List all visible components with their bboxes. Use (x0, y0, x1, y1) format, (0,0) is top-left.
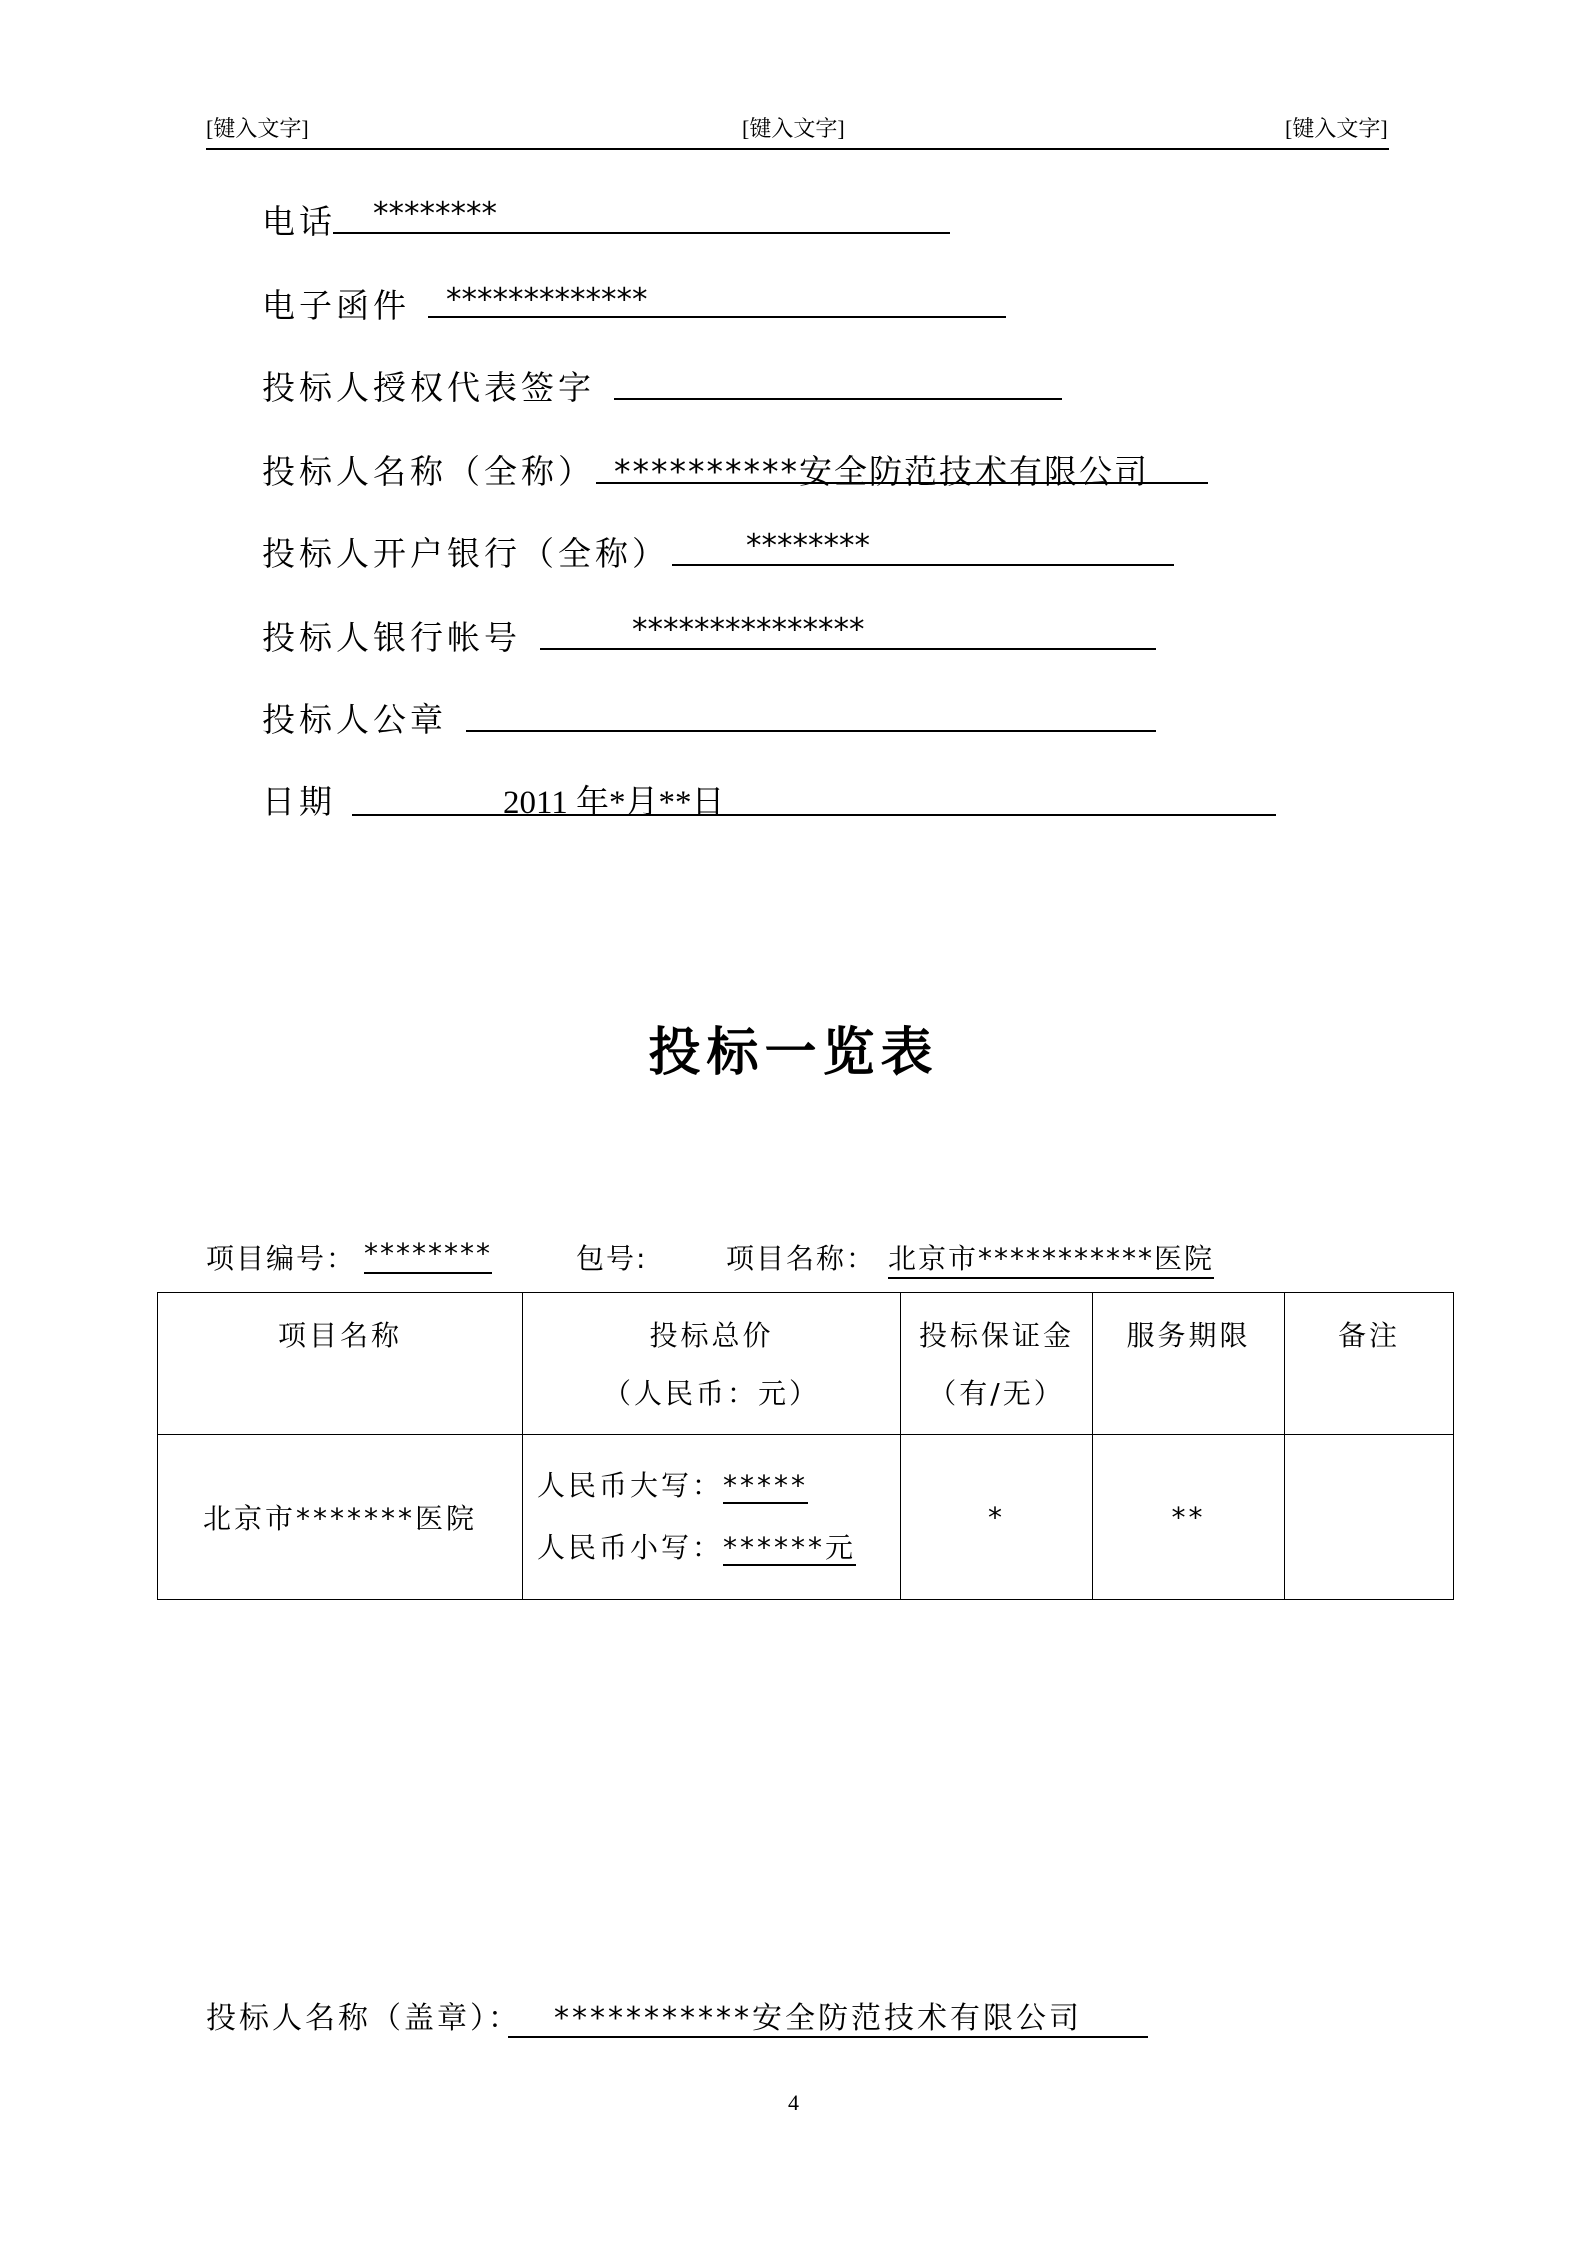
signature-label: 投标人授权代表签字 (262, 368, 595, 407)
page-title: 投标一览表 (648, 1022, 939, 1083)
footer-bidder-label: 投标人名称（盖章）： (206, 2001, 521, 2036)
header-deposit (901, 1293, 1093, 1435)
header-service-period-text: 服务期限 (1126, 1319, 1251, 1352)
email-value: ************* (446, 282, 648, 318)
header-total-price-line1: 投标总价 (649, 1319, 774, 1352)
footer-bidder-value: ***********安全防范技术有限公司 (554, 2001, 1082, 2036)
header-remarks-text: 备注 (1337, 1319, 1400, 1352)
cell-project-name: 北京市*******医院 (158, 1435, 523, 1600)
project-number-label: 项目编号： (206, 1242, 357, 1275)
bank-line (672, 564, 1174, 566)
account-label: 投标人银行帐号 (262, 618, 521, 657)
project-name-value (888, 1237, 1214, 1277)
header-left: [键入文字] (206, 116, 309, 141)
header-project-name-text: 项目名称 (277, 1319, 402, 1352)
email-label: 电子函件 (262, 286, 410, 325)
amount-upper-label: 人民币大写： (537, 1469, 724, 1502)
header-center: [键入文字] (742, 116, 845, 141)
amount-lower-value: ******元 (723, 1531, 857, 1564)
phone-value: ******** (373, 196, 497, 232)
bank-label: 投标人开户银行（全称） (262, 534, 669, 573)
bidder-name-value: **********安全防范技术有限公司 (614, 452, 1149, 491)
seal-label: 投标人公章 (262, 700, 447, 739)
header-total-price-line2: （人民币：元） (602, 1377, 820, 1410)
bank-value: ******** (746, 528, 870, 564)
project-name-text: 北京市***********医院 (888, 1242, 1214, 1279)
header-right: [键入文字] (1285, 116, 1388, 141)
project-name-label: 项目名称： (726, 1242, 877, 1275)
page-number: 4 (788, 2090, 799, 2115)
header-service-period (1093, 1293, 1285, 1435)
signature-line (614, 398, 1062, 400)
bidder-name-label: 投标人名称（全称） (262, 452, 595, 491)
cell-remarks (1285, 1435, 1454, 1600)
header-rule (206, 148, 1389, 150)
phone-line (333, 232, 950, 234)
bid-summary-table (157, 1292, 1454, 1600)
header-project-name (158, 1293, 523, 1435)
date-label: 日期 (262, 782, 336, 821)
date-value: 2011 年*月**日 (503, 785, 725, 821)
account-line (540, 648, 1156, 650)
cell-total-price (523, 1435, 901, 1600)
amount-lower-line (537, 1517, 900, 1579)
project-number-text: ******** (364, 1237, 492, 1274)
table-row (158, 1435, 1454, 1600)
account-value: *************** (632, 612, 865, 648)
project-number-value (364, 1237, 492, 1270)
header-total-price (523, 1293, 901, 1435)
cell-service-period: ** (1093, 1435, 1285, 1600)
header-deposit-line2: （有/无） (928, 1377, 1065, 1410)
date-line (352, 814, 1276, 816)
amount-upper-line (537, 1455, 900, 1517)
phone-label: 电话 (262, 202, 336, 241)
header-deposit-line1: 投标保证金 (918, 1319, 1074, 1352)
seal-line (466, 730, 1156, 732)
table-header-row (158, 1293, 1454, 1435)
package-label: 包号: (576, 1242, 648, 1275)
amount-lower-label: 人民币小写： (537, 1531, 724, 1564)
cell-deposit: * (901, 1435, 1093, 1600)
amount-upper-value: ***** (723, 1469, 809, 1502)
header-remarks (1285, 1293, 1454, 1435)
